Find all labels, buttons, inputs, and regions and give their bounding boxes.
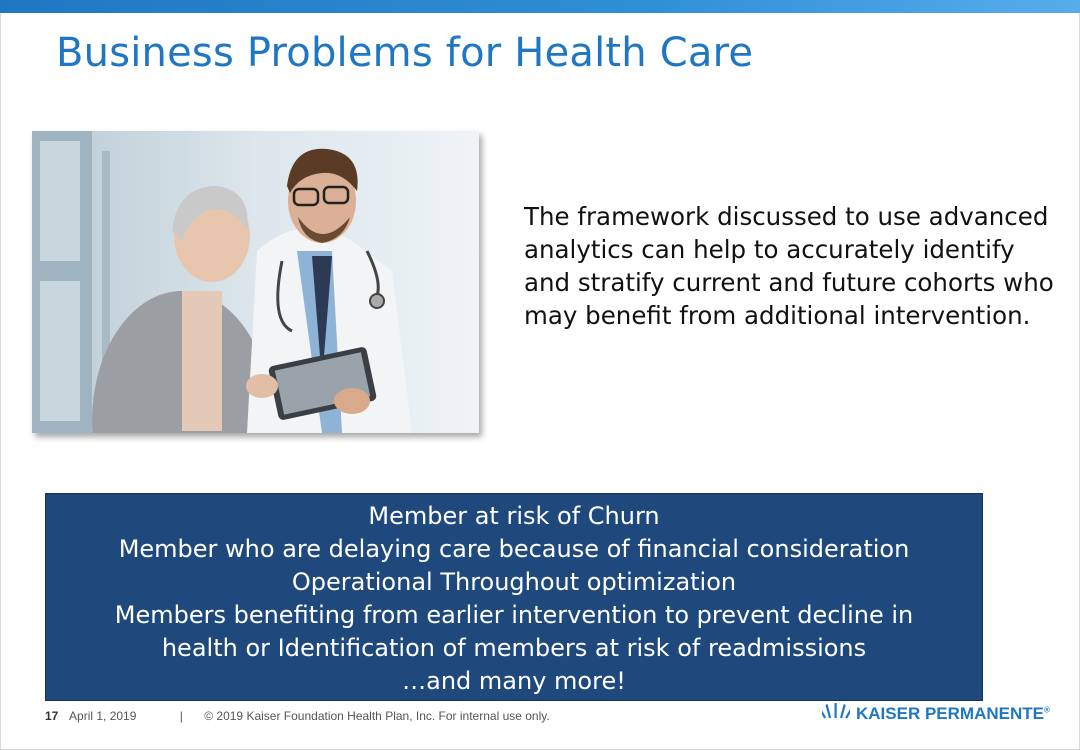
footer-copyright: © 2019 Kaiser Foundation Health Plan, Inc. For internal use only. [204, 709, 550, 723]
page-number: 17 [45, 709, 59, 723]
problem-item: Operational Throughout optimization [291, 568, 737, 596]
kaiser-sunburst-icon [822, 702, 850, 725]
kaiser-permanente-logo [822, 702, 1050, 725]
slide-footer [45, 709, 550, 723]
business-problems-box [45, 493, 983, 701]
problem-item: health or Identification of members at risk of readmissions [161, 634, 867, 662]
slide-title: Business Problems for Health Care [56, 30, 754, 76]
problem-item: …and many more! [402, 667, 626, 695]
problem-item: Members benefiting from earlier intervention to prevent decline in [114, 601, 914, 629]
problem-item: Member who are delaying care because of financial consideration [118, 535, 910, 563]
logo-text: KAISER PERMANENTE [856, 703, 1044, 723]
footer-date: April 1, 2019 [69, 709, 137, 723]
registered-mark: ® [1043, 704, 1050, 714]
problem-item: Member at risk of Churn [368, 502, 660, 530]
footer-separator: | [179, 709, 183, 723]
top-accent-bar [0, 0, 1080, 13]
framework-description: The framework discussed to use advanced analytics can help to accurately identify and stratify current and future cohorts who may benefit from additional intervention. [524, 202, 1054, 330]
doctor-patient-photo [32, 131, 479, 433]
